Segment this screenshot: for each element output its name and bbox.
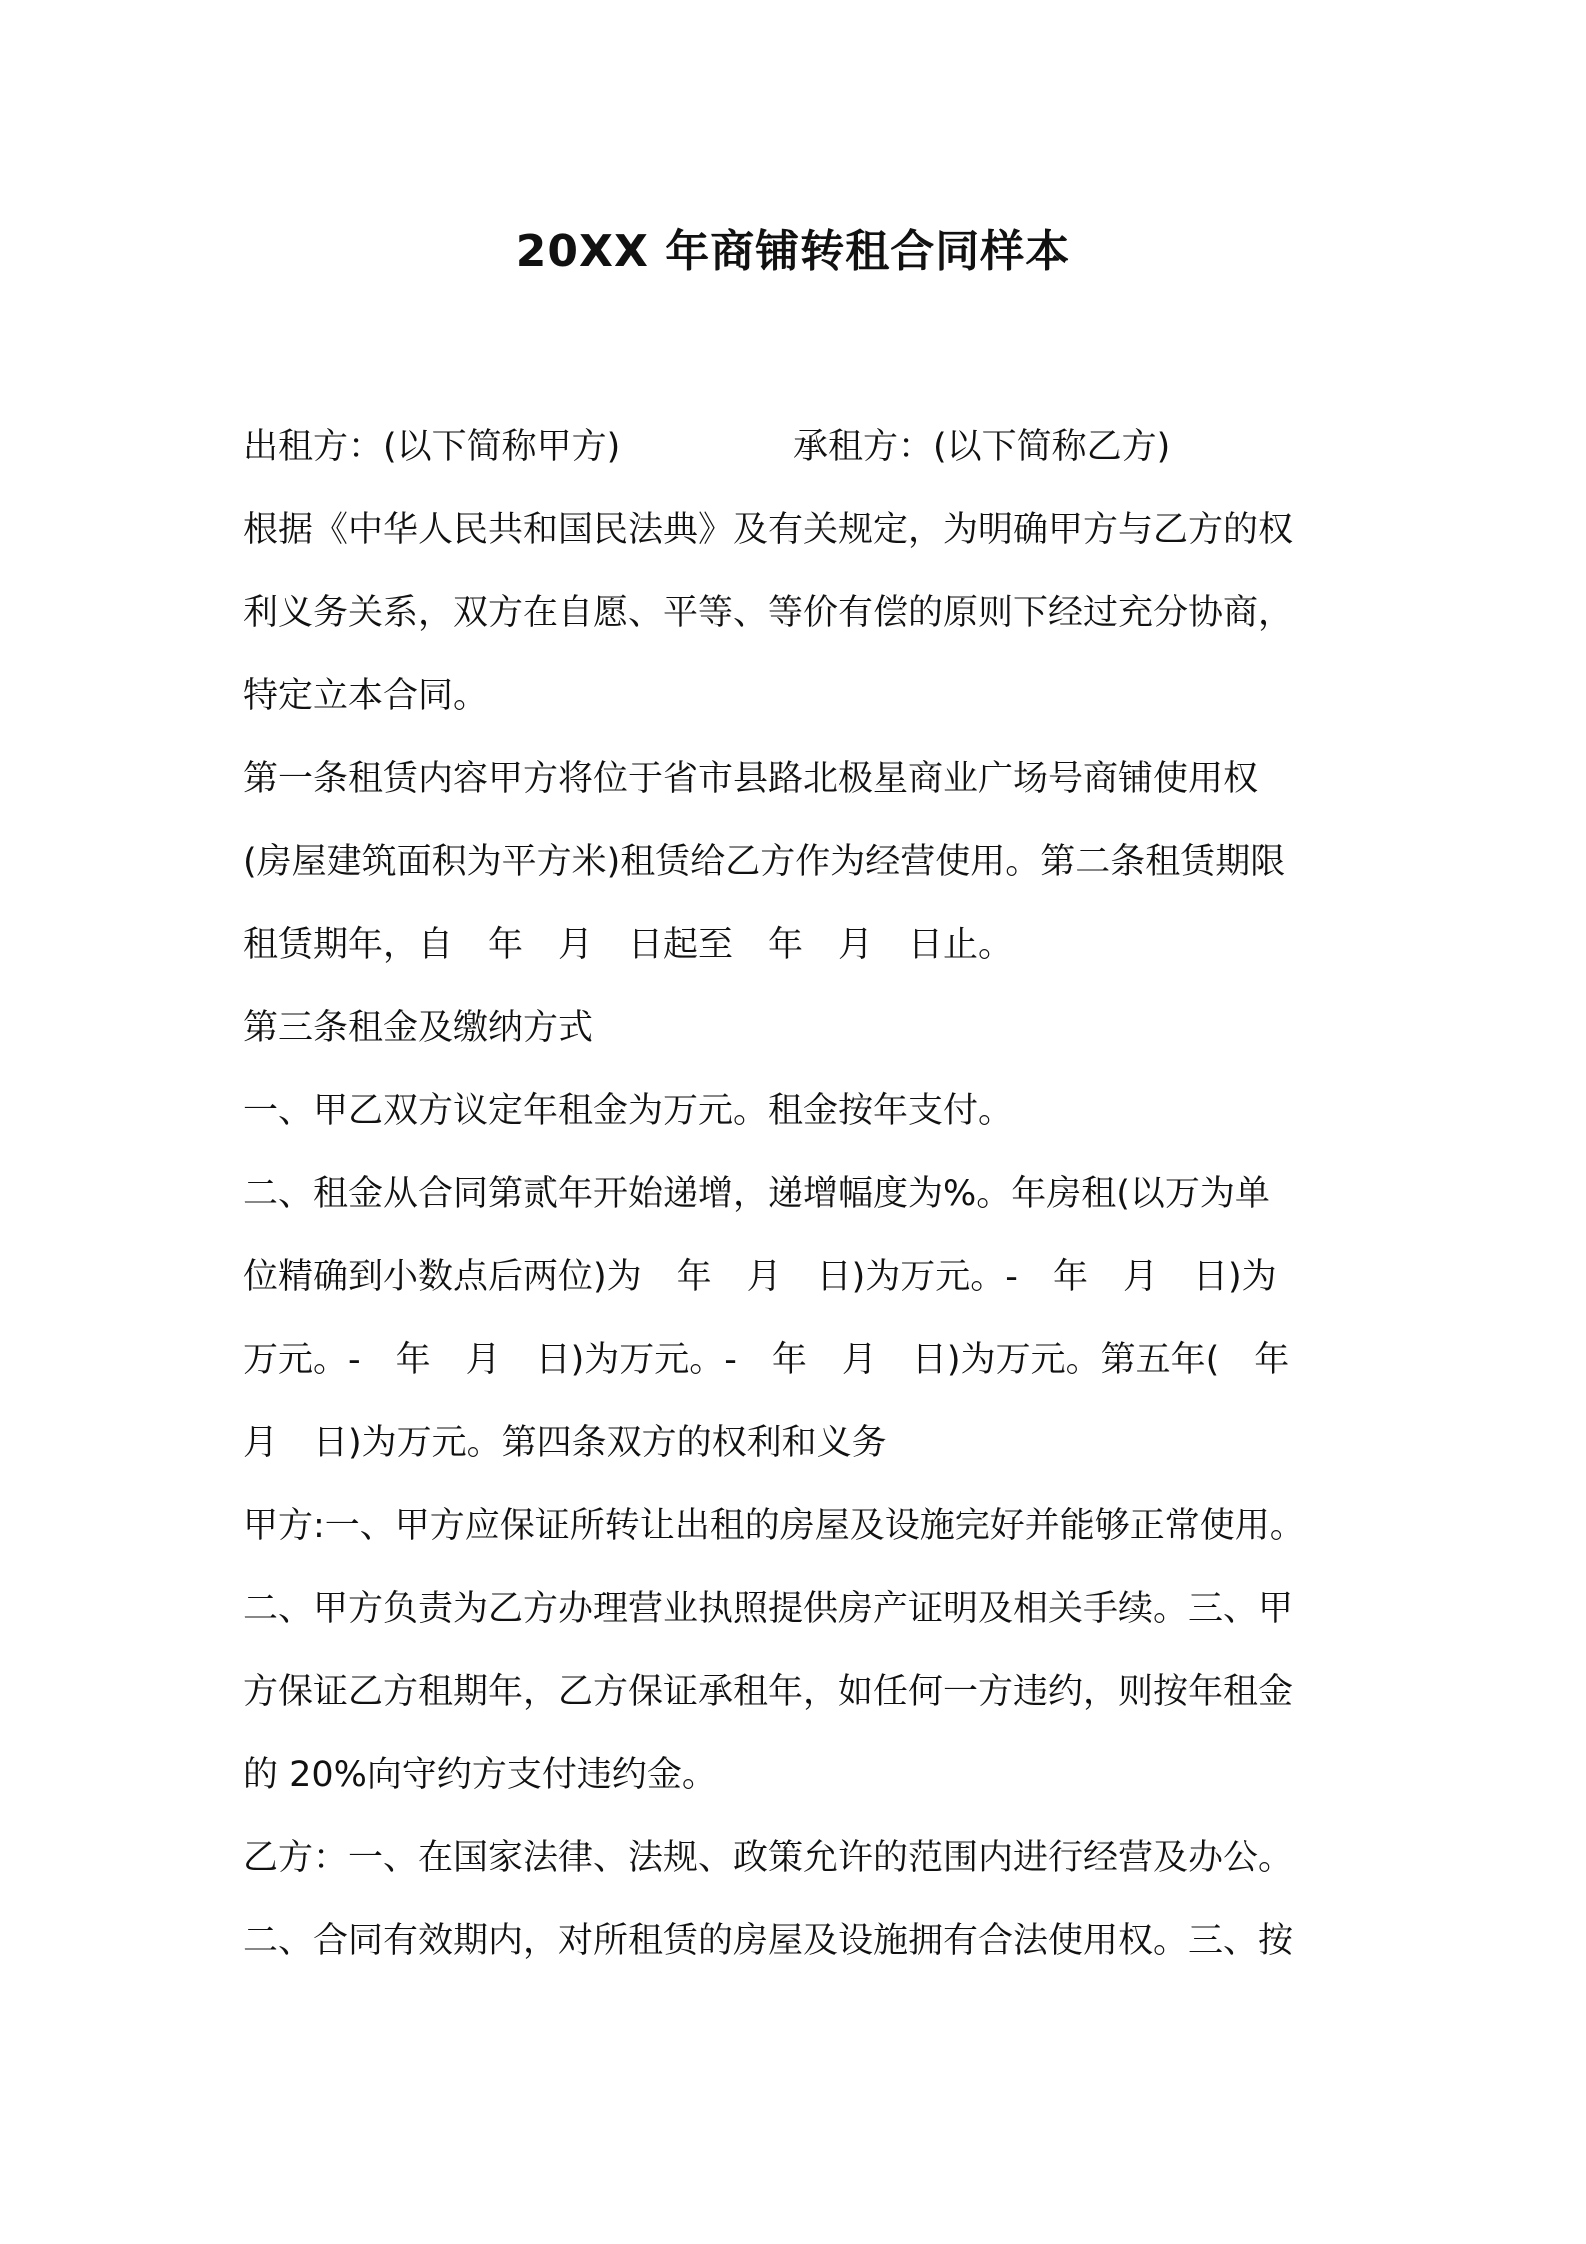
text-line: 万元。- 年 月 日)为万元。- 年 月 日)为万元。第五年( 年 xyxy=(243,1340,1290,1380)
text-line: 月 日)为万元。第四条双方的权利和义务 xyxy=(243,1423,887,1463)
lessee-label: 承租方：(以下简称乙方) xyxy=(793,427,1171,467)
parties-line xyxy=(243,406,1358,489)
text-line: 位精确到小数点后两位)为 年 月 日)为万元。- 年 月 日)为 xyxy=(243,1257,1277,1297)
text-line: 二、租金从合同第贰年开始递增，递增幅度为%。年房租(以万为单 xyxy=(243,1174,1270,1214)
text-line: 根据《中华人民共和国民法典》及有关规定，为明确甲方与乙方的权 xyxy=(243,510,1294,550)
text-line: 利义务关系，双方在自愿、平等、等价有偿的原则下经过充分协商， xyxy=(243,593,1294,633)
text-line: 二、甲方负责为乙方办理营业执照提供房产证明及相关手续。三、甲 xyxy=(243,1589,1294,1629)
text-line: 乙方：一、在国家法律、法规、政策允许的范围内进行经营及办公。 xyxy=(243,1838,1294,1878)
contract-body xyxy=(243,406,1358,1983)
text-line: 特定立本合同。 xyxy=(243,676,489,716)
text-line: 第一条租赁内容甲方将位于省市县路北极星商业广场号商铺使用权 xyxy=(243,759,1259,799)
text-line: 第三条租金及缴纳方式 xyxy=(243,1008,594,1048)
text-line: 二、合同有效期内，对所租赁的房屋及设施拥有合法使用权。三、按 xyxy=(243,1921,1294,1961)
text-line: 的 20%向守约方支付违约金。 xyxy=(243,1755,717,1795)
document-title: 20XX 年商铺转租合同样本 xyxy=(515,226,1071,277)
text-line: 方保证乙方租期年，乙方保证承租年，如任何一方违约，则按年租金 xyxy=(243,1672,1294,1712)
text-line: 一、甲乙双方议定年租金为万元。租金按年支付。 xyxy=(243,1091,1014,1131)
text-line: 租赁期年，自 年 月 日起至 年 月 日止。 xyxy=(243,925,1014,965)
text-line: (房屋建筑面积为平方米)租赁给乙方作为经营使用。第二条租赁期限 xyxy=(243,842,1286,882)
text-line: 甲方:一、甲方应保证所转让出租的房屋及设施完好并能够正常使用。 xyxy=(243,1506,1305,1546)
lessor-label: 出租方：(以下简称甲方) xyxy=(243,427,621,467)
